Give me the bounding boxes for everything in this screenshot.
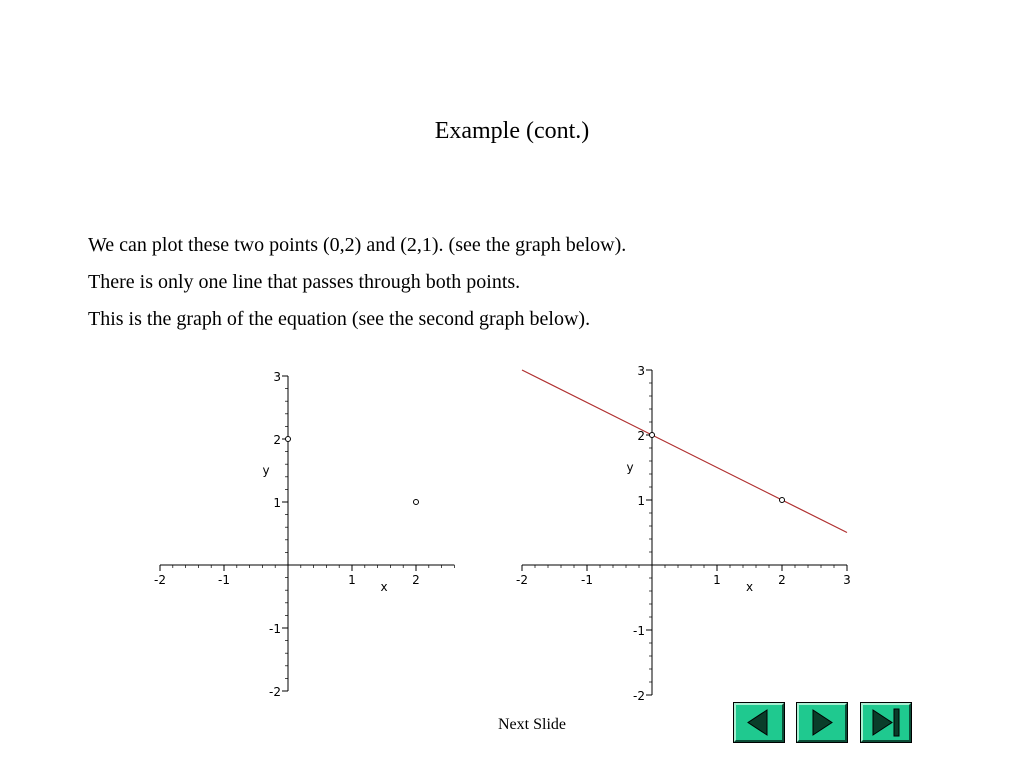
x-axis-label: x <box>380 580 388 594</box>
y-tick-label: 3 <box>273 370 281 384</box>
data-point <box>650 433 655 438</box>
next-slide-link[interactable]: Next Slide <box>498 716 566 733</box>
x-tick-label: 3 <box>843 573 851 587</box>
triangle-right-icon <box>799 705 845 740</box>
minor-ticks <box>522 370 847 695</box>
y-axis-label: y <box>262 463 270 478</box>
y-tick-label: -2 <box>269 685 281 699</box>
slide-body <box>88 230 626 341</box>
previous-slide-button[interactable] <box>734 703 784 742</box>
points-plot <box>150 360 470 705</box>
data-point <box>286 437 291 442</box>
major-ticks <box>522 370 847 695</box>
x-tick-label: 2 <box>412 573 420 587</box>
body-line: This is the graph of the equation (see the second graph below). <box>88 308 591 330</box>
y-axis-label: y <box>626 460 634 475</box>
body-line: We can plot these two points (0,2) and (2,1). (see the graph below). <box>88 234 627 256</box>
x-tick-label: -2 <box>516 573 528 587</box>
x-tick-label: -2 <box>154 573 166 587</box>
next-slide-button[interactable] <box>797 703 847 742</box>
data-line <box>522 370 847 533</box>
triangle-left-icon <box>736 705 782 740</box>
body-line: There is only one line that passes through both points. <box>88 271 521 293</box>
minor-ticks <box>160 376 454 691</box>
x-tick-label: 1 <box>348 573 356 587</box>
data-point <box>780 498 785 503</box>
y-tick-label: 3 <box>637 364 645 378</box>
x-tick-label: -1 <box>581 573 593 587</box>
line-plot <box>510 360 860 705</box>
y-tick-label: 1 <box>273 496 281 510</box>
y-tick-label: -1 <box>633 624 645 638</box>
y-tick-label: 2 <box>637 429 645 443</box>
x-tick-label: 1 <box>713 573 721 587</box>
y-tick-label: -2 <box>633 689 645 703</box>
axes <box>522 370 847 695</box>
last-slide-button[interactable] <box>861 703 911 742</box>
slide-title: Example (cont.) <box>434 118 590 144</box>
x-tick-label: 2 <box>778 573 786 587</box>
x-axis-label: x <box>745 580 754 594</box>
x-tick-label: -1 <box>218 573 230 587</box>
y-tick-label: -1 <box>269 622 281 636</box>
skip-to-end-icon <box>863 705 909 740</box>
axes <box>160 376 454 691</box>
y-tick-label: 1 <box>637 494 645 508</box>
y-tick-label: 2 <box>273 433 281 447</box>
data-point <box>414 500 419 505</box>
